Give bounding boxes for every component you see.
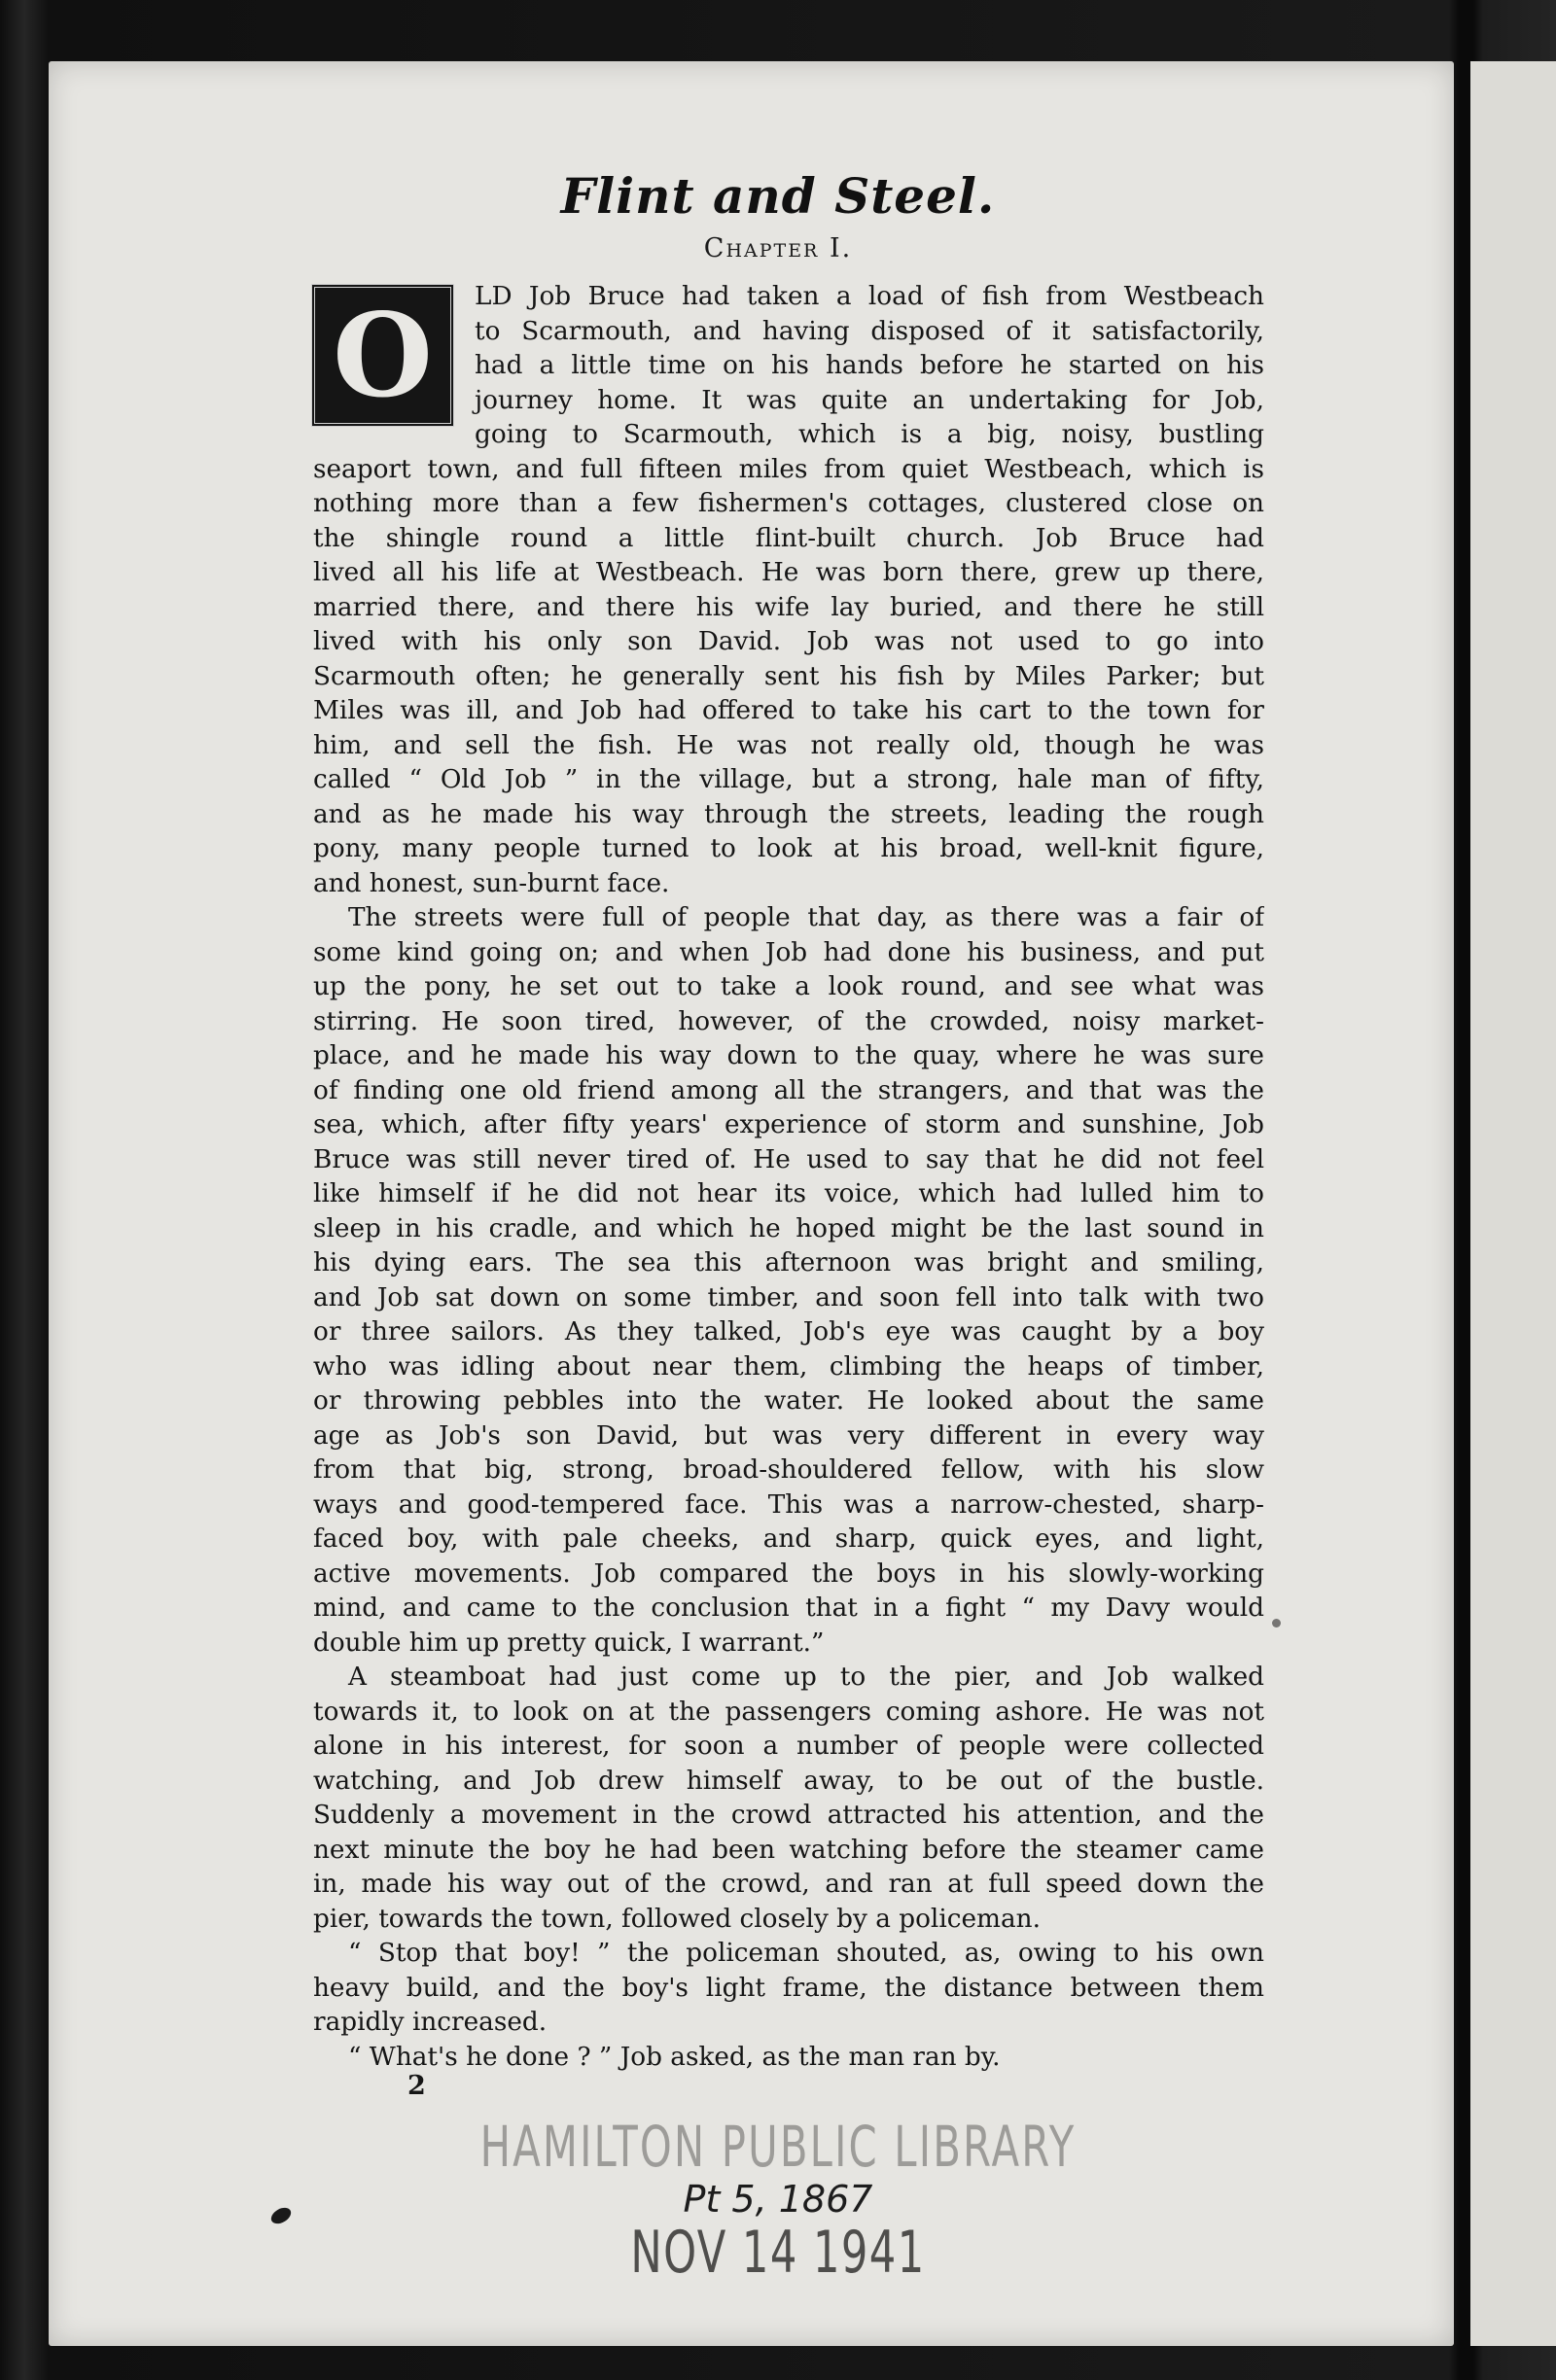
text-line: rapidly increased. — [313, 2008, 548, 2037]
text-line: faced boy, with pale cheeks, and sharp, quick eyes, and light, — [313, 1524, 1264, 1554]
text-line: Bruce was still never tired of. He used to say that he did not feel — [313, 1144, 1264, 1174]
text-line: and as he made his way through the streets, leading the rough — [313, 799, 1264, 829]
text-line: A steamboat had just come up to the pier, and Job walked — [348, 1662, 1264, 1692]
decorated-drop-cap: O — [311, 284, 454, 427]
text-line: or throwing pebbles into the water. He looked about the same — [313, 1386, 1264, 1416]
text-line: “ Stop that boy! ” the policeman shouted, as, owing to his own — [348, 1939, 1264, 1968]
text-line: or three sailors. As they talked, Job's eye was caught by a boy — [313, 1317, 1264, 1347]
text-line: lived all his life at Westbeach. He was born there, grew up there, — [313, 558, 1264, 587]
text-line: age as Job's son David, but was very different in every way — [313, 1420, 1264, 1451]
ink-blot — [1272, 1619, 1281, 1628]
text-line: LD Job Bruce had taken a load of fish from Westbeach — [475, 282, 1264, 311]
text-line: ways and good-tempered face. This was a narrow-chested, sharp- — [313, 1489, 1264, 1520]
text-line: up the pony, he set out to take a look round, and see what was — [313, 972, 1264, 1001]
text-line: “ What's he done ? ” Job asked, as the man ran by. — [348, 2042, 1001, 2072]
library-stamp: HAMILTON PUBLIC LIBRARY — [479, 2114, 1077, 2180]
text-line: had a little time on his hands before he started on his — [475, 351, 1264, 380]
text-line: his dying ears. The sea this afternoon was bright and smiling, — [313, 1248, 1264, 1278]
chapter-heading: Chapter I. — [703, 233, 853, 263]
text-line: some kind going on; and when Job had done his business, and put — [313, 937, 1264, 967]
text-line: double him up pretty quick, I warrant.” — [313, 1628, 825, 1658]
text-line: and Job sat down on some timber, and soon fell into talk with two — [313, 1282, 1264, 1312]
text-line: going to Scarmouth, which is a big, noisy, bustling — [475, 420, 1264, 449]
text-line: Scarmouth often; he generally sent his fish by Miles Parker; but — [313, 661, 1264, 691]
text-line: who was idling about near them, climbing the heaps of timber, — [313, 1351, 1264, 1382]
text-line: like himself if he did not hear its voice, which had lulled him to — [313, 1179, 1264, 1208]
text-line: alone in his interest, for soon a number of people were collected — [313, 1732, 1264, 1761]
text-line: The streets were full of people that day, as there was a fair of — [348, 903, 1264, 932]
text-line: married there, and there his wife lay buried, and there he still — [313, 592, 1264, 622]
text-line: pony, many people turned to look at his broad, well-knit figure, — [313, 834, 1264, 863]
text-line: seaport town, and full fifteen miles from quiet Westbeach, which is — [313, 454, 1264, 484]
text-line: stirring. He soon tired, however, of the crowded, noisy market- — [313, 1006, 1264, 1036]
text-line: active movements. Job compared the boys in his slowly-working — [313, 1558, 1264, 1589]
text-line: mind, and came to the conclusion that in a fight “ my Davy would — [313, 1593, 1264, 1623]
text-line: pier, towards the town, followed closely by a policeman. — [313, 1904, 1041, 1934]
handwritten-note: Pt 5, 1867 — [683, 2178, 873, 2221]
text-line: place, and he made his way down to the quay, where he was sure — [313, 1041, 1264, 1070]
text-line: heavy build, and the boy's light frame, the distance between them — [313, 1973, 1264, 2003]
text-line: towards it, to look on at the passengers coming ashore. He was not — [313, 1697, 1264, 1727]
text-line: sleep in his cradle, and which he hoped might be the last sound in — [313, 1213, 1264, 1243]
text-line: Suddenly a movement in the crowd attracted his attention, and the — [313, 1801, 1264, 1830]
text-line: from that big, strong, broad-shouldered fellow, with his slow — [313, 1455, 1264, 1485]
text-line: of finding one old friend among all the strangers, and that was the — [313, 1075, 1264, 1105]
facing-page-edge — [1470, 61, 1556, 2346]
text-line: sea, which, after fifty years' experience of storm and sunshine, Job — [313, 1110, 1264, 1139]
text-line: nothing more than a few fishermen's cottages, clustered close on — [313, 489, 1264, 518]
date-stamp: NOV 14 1941 — [630, 2219, 926, 2287]
story-title: Flint and Steel. — [560, 167, 996, 225]
text-line: and honest, sun-burnt face. — [313, 868, 670, 898]
page-number: 2 — [407, 2071, 426, 2101]
text-line: Miles was ill, and Job had offered to take his cart to the town for — [313, 696, 1264, 725]
text-line: journey home. It was quite an undertaking for Job, — [475, 385, 1264, 415]
text-line: watching, and Job drew himself away, to be out of the bustle. — [313, 1766, 1264, 1796]
text-line: next minute the boy he had been watching before the steamer came — [313, 1835, 1264, 1865]
text-line: called “ Old Job ” in the village, but a strong, hale man of fifty, — [313, 765, 1264, 794]
text-line: the shingle round a little flint-built church. Job Bruce had — [313, 523, 1264, 553]
text-line: to Scarmouth, and having disposed of it satisfactorily, — [475, 316, 1264, 346]
body-text — [313, 280, 1264, 2075]
text-line: him, and sell the fish. He was not really old, though he was — [313, 730, 1264, 760]
text-line: in, made his way out of the crowd, and ran at full speed down the — [313, 1870, 1264, 1899]
text-line: lived with his only son David. Job was not used to go into — [313, 627, 1264, 656]
